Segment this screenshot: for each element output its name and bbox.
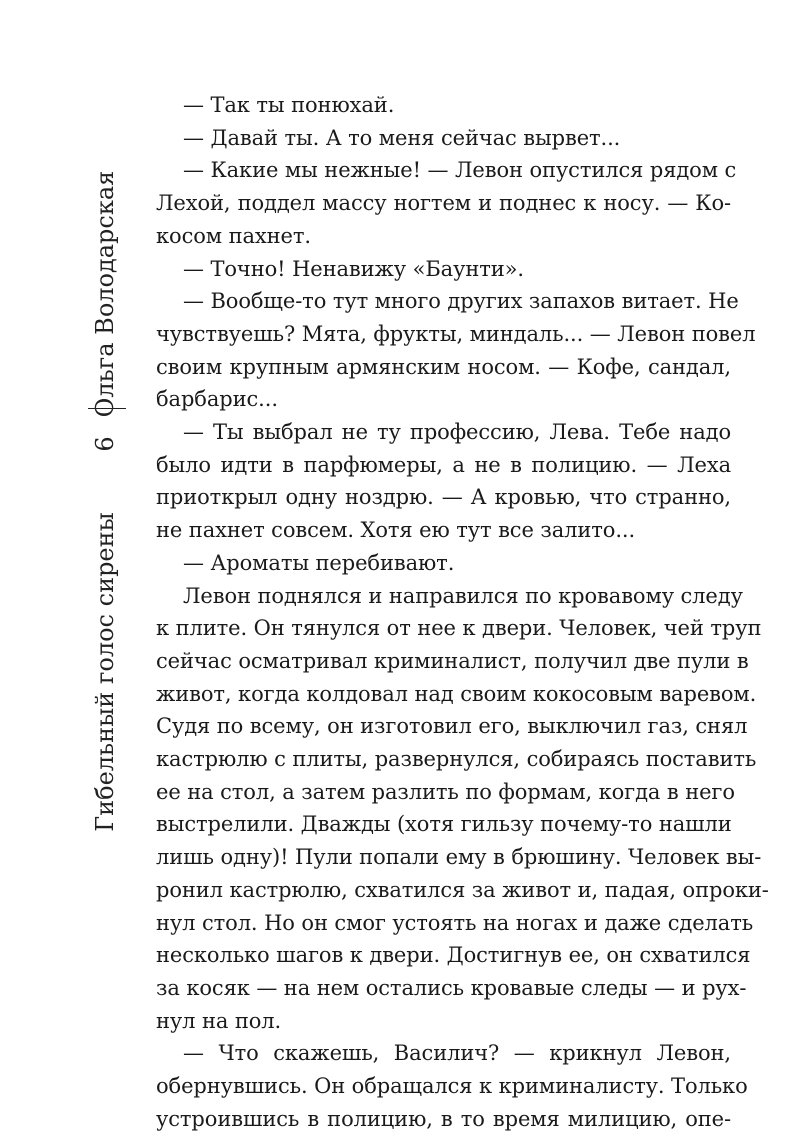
text-line: — Так ты понюхай. [183, 93, 395, 117]
page-number: 6 [91, 436, 119, 452]
text-line: нул на пол. [156, 1008, 282, 1033]
text-line: — Ароматы перебивают. [183, 550, 455, 575]
text-line: — Давай ты. А то меня сейчас вырвет... [183, 125, 621, 150]
text-line: сейчас осматривал криминалист, получил две пули в [156, 648, 749, 673]
running-head-book-title: Гибельный голос сирены [91, 512, 119, 832]
text-line: нул стол. Но он смог устоять на ногах и даже сделать [156, 910, 754, 935]
text-line: своим крупным армянским носом. — Кофе, сандал, [156, 354, 731, 379]
text-line: — Какие мы нежные! — Левон опустился рядом с [183, 158, 737, 183]
text-line: не пахнет совсем. Хотя ею тут все залито... [156, 518, 636, 543]
text-line: косом пахнет. [156, 223, 311, 248]
text-line: ронил кастрюлю, схватился за живот и, падая, опроки- [156, 877, 769, 902]
text-line: — Вообще-то тут много других запахов витает. Не [183, 289, 739, 314]
text-line: было идти в парфюмеры, а не в полицию. — Леха [156, 452, 731, 477]
text-line: выстрелили. Дважды (хотя гильзу почему-то нашли [156, 812, 732, 837]
text-line: ее на стол, а затем разлить по формам, когда в него [156, 779, 735, 804]
text-line: приоткрыл одну ноздрю. — А кровью, что странно, [156, 485, 731, 510]
text-line: несколько шагов к двери. Достигнув ее, он схватился [156, 943, 751, 968]
running-head-column [70, 110, 140, 832]
text-line: лишь одну)! Пули попали ему в брюшину. Человек вы- [156, 845, 762, 870]
text-line: чувствуешь? Мята, фрукты, миндаль... — Левон повел [156, 321, 756, 346]
text-line: за косяк — на нем остались кровавые следы — и рух- [156, 975, 747, 1000]
text-line: обернувшись. Он обращался к криминалисту. Только [156, 1074, 748, 1099]
text-line: кастрюлю с плиты, развернулся, собираясь поставить [156, 747, 757, 772]
text-line: — Точно! Ненавижу «Баунти». [183, 256, 524, 281]
text-line: барбарис... [156, 387, 278, 412]
text-line: Судя по всему, он изготовил его, выключил газ, снял [156, 714, 748, 739]
text-line: к плите. Он тянулся от нее к двери. Человек, чей труп [156, 616, 762, 641]
body-text [156, 89, 769, 1136]
text-line: Левон поднялся и направился по кровавому следу [183, 583, 743, 608]
running-head-author: Ольга Володарская [91, 170, 119, 418]
text-line: Лехой, поддел массу ногтем и поднес к носу. — Ко- [156, 191, 731, 216]
text-line: — Ты выбрал не ту профессию, Лева. Тебе надо [183, 420, 731, 445]
text-line: живот, когда колдовал над своим кокосовым варевом. [156, 681, 757, 706]
text-line: устроившись в полицию, в то время милицию, опе- [156, 1106, 731, 1131]
text-line: — Что скажешь, Василич? — крикнул Левон, [183, 1041, 731, 1066]
